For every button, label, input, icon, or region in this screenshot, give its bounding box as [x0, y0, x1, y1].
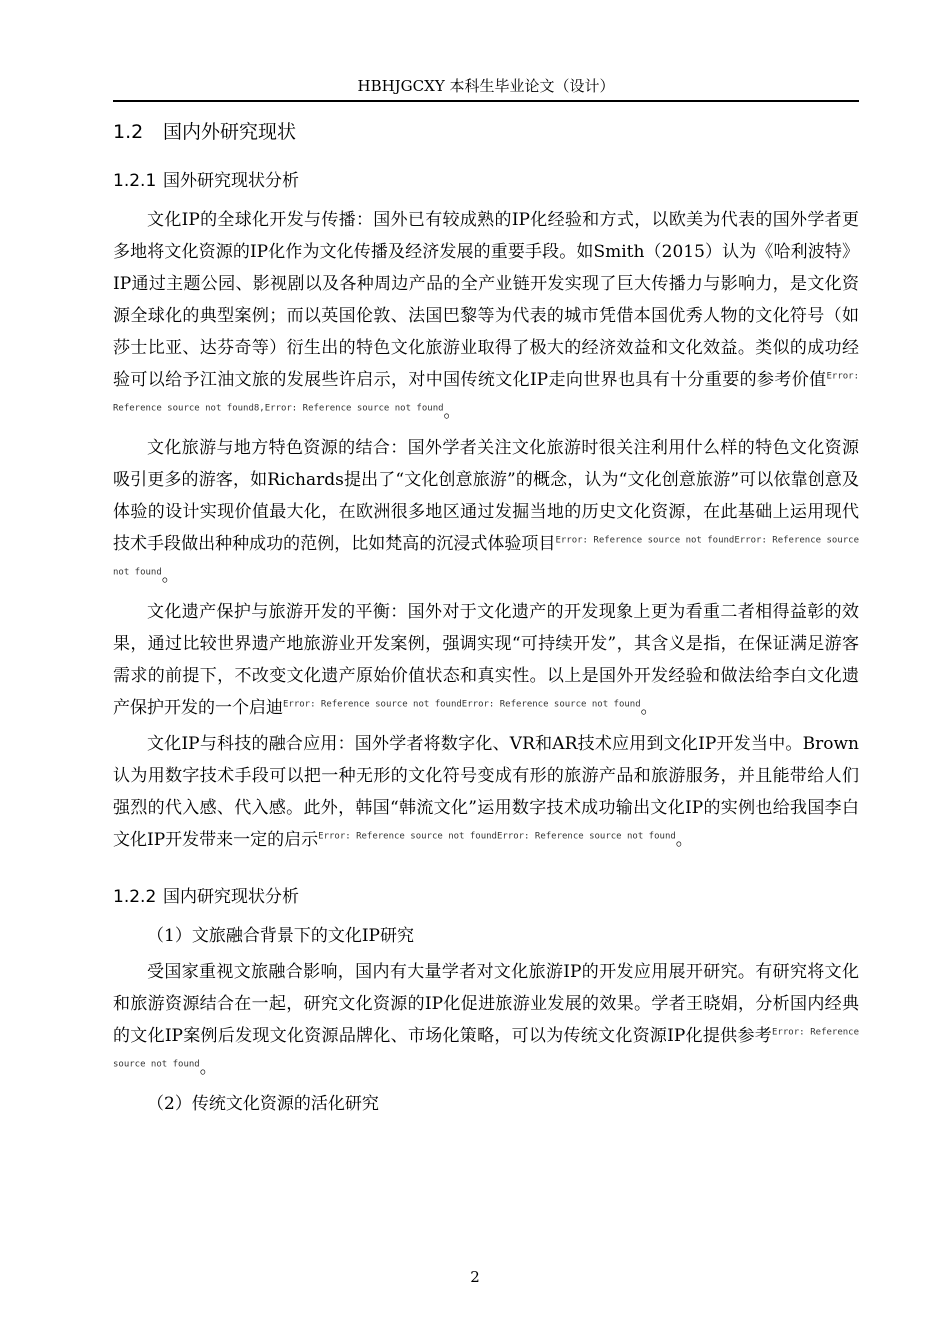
subsection-title: 国外研究现状分析: [163, 171, 299, 191]
citation-error: Error: Reference source not foundError: Reference source not found: [318, 831, 676, 842]
citation-error: Error: Reference source not foundError: Reference source not found: [113, 535, 860, 578]
paragraph-text: 受国家重视文旅融合影响，国内有大量学者对文化旅游IP的开发应用展开研究。有研究将文化和旅游资源结合在一起，研究文化资源的IP化促进旅游业发展的效果。学者王晓娟，分析国内经典的文化IP案例后发现文化资源品牌化、市场化策略，可以为传统文化资源IP化提供参考: [113, 962, 859, 1046]
paragraph-cultural-tourism: [113, 432, 859, 592]
citation-error: Error: Reference source not found: [113, 1027, 859, 1070]
paragraph-text: 文化旅游与地方特色资源的结合：国外学者关注文化旅游时很关注利用什么样的特色文化资源吸引更多的游客，如Richards提出了“文化创意旅游”的概念，认为“文化创意旅游”可以依靠创意及体验的设计实现价值最大化，在欧洲很多地区通过发掘当地的历史文化资源，在此基础上运用现代技术手段做出种种成功的范例，比如梵高的沉浸式体验项目: [113, 438, 859, 554]
paragraph-domestic-ip: [113, 956, 859, 1084]
subsection-heading-foreign: [113, 162, 859, 200]
paragraph-end: 。: [161, 566, 179, 586]
paragraph-end: 。: [640, 698, 658, 718]
list-item-heading: （1）文旅融合背景下的文化IP研究: [147, 926, 414, 946]
subsection-number: 1.2.2: [113, 887, 157, 907]
page-number: 2: [470, 1268, 480, 1286]
citation-error: Error: Reference source not found8,Error: Reference source not found: [113, 371, 859, 414]
paragraph-heritage-balance: [113, 596, 859, 724]
subsection-number: 1.2.1: [113, 171, 157, 191]
citation-error: Error: Reference source not foundError: Reference source not found: [283, 699, 641, 710]
paragraph-text: 文化IP的全球化开发与传播：国外已有较成熟的IP化经验和方式，以欧美为代表的国外学者更多地将文化资源的IP化作为文化传播及经济发展的重要手段。如Smith（2015）认为《哈利波特》IP通过主题公园、影视剧以及各种周边产品的全产业链开发实现了巨大传播力与影响力，是文化资源全球化的典型案例；而以英国伦敦、法国巴黎等为代表的城市凭借本国优秀人物的文化符号（如莎士比亚、达芬奇等）衍生出的特色文化旅游业取得了极大的经济效益和文化效益。类似的成功经验可以给予江油文旅的发展些许启示，对中国传统文化IP走向世界也具有十分重要的参考价值: [113, 210, 859, 390]
paragraph-ip-technology: [113, 728, 859, 856]
section-number: 1.2: [113, 121, 144, 143]
list-item-heading: （2）传统文化资源的活化研究: [147, 1094, 379, 1114]
paragraph-text: 文化IP与科技的融合应用：国外学者将数字化、VR和AR技术应用到文化IP开发当中。Brown认为用数字技术手段可以把一种无形的文化符号变成有形的旅游产品和旅游服务，并且能带给人们强烈的代入感、代入感。此外，韩国“韩流文化”运用数字技术成功输出文化IP的实例也给我国李白文化IP开发带来一定的启示: [113, 734, 859, 850]
paragraph-global-ip: [113, 204, 859, 428]
section-heading: [113, 112, 859, 152]
paragraph-end: 。: [675, 830, 693, 850]
paragraph-end: 。: [443, 402, 461, 422]
subsection-heading-domestic: [113, 878, 859, 916]
body-content: [113, 112, 859, 1120]
running-header: HBHJGCXY 本科生毕业论文（设计）: [357, 77, 615, 95]
paragraph-text: 文化遗产保护与旅游开发的平衡：国外对于文化遗产的开发现象上更为看重二者相得益彰的效果，通过比较世界遗产地旅游业开发案例，强调实现“可持续开发”，其含义是指，在保证满足游客需求的前提下，不改变文化遗产原始价值状态和真实性。以上是国外开发经验和做法给李白文化遗产保护开发的一个启迪: [113, 602, 859, 718]
subsection-title: 国内研究现状分析: [163, 887, 299, 907]
section-title: 国内外研究现状: [163, 121, 297, 143]
header-rule: [113, 100, 859, 102]
paragraph-end: 。: [199, 1058, 217, 1078]
